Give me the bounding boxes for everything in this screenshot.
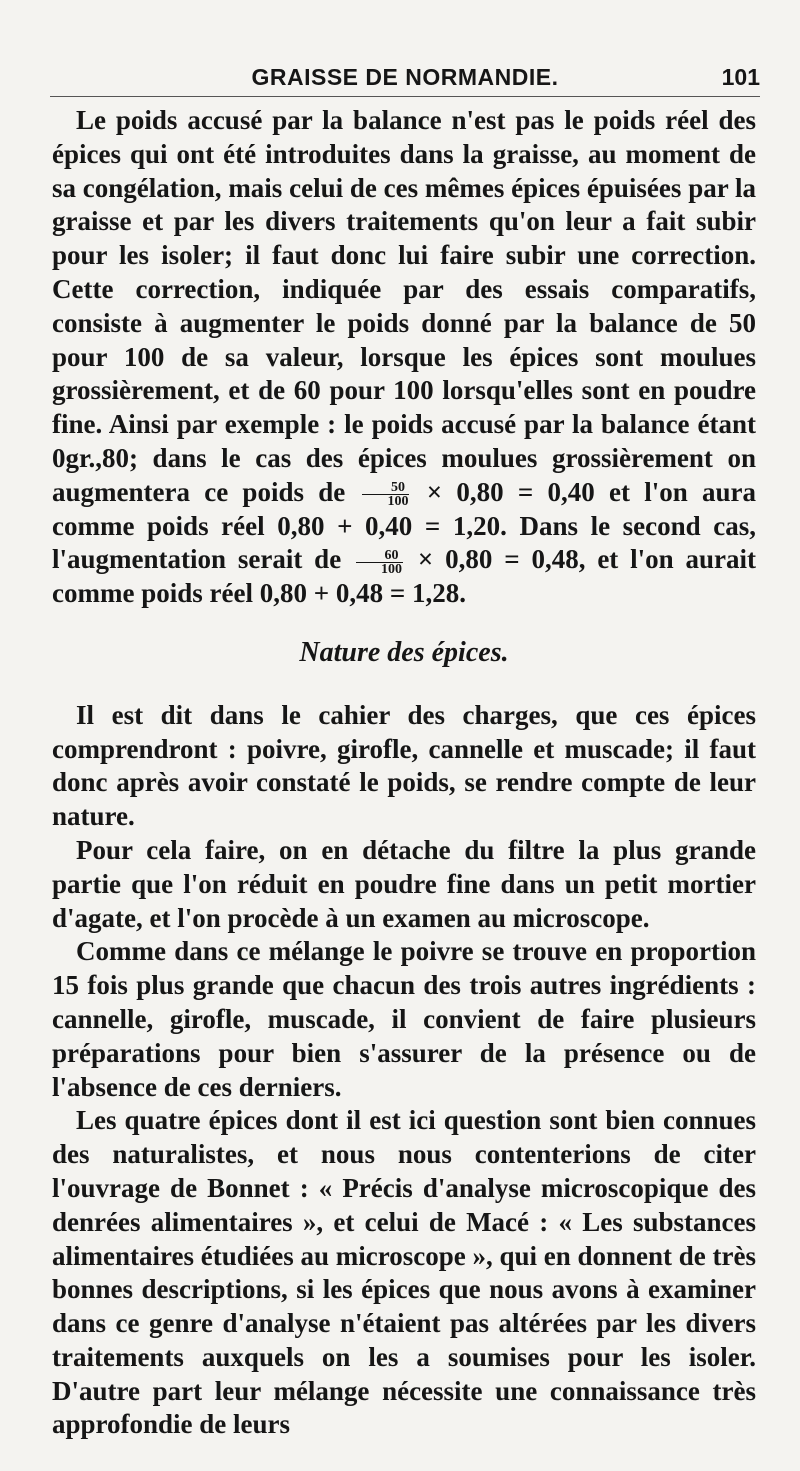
paragraph-text: × 0,80 = 0,40 et l'on aura comme poids réel 0,80 + 0,40 = 1,20. Dans le second cas, l'augmentation serait de	[52, 476, 756, 575]
fraction-fifty-hundred	[362, 481, 409, 508]
fraction-numerator: 50	[362, 481, 409, 495]
fraction-denominator: 100	[387, 494, 409, 510]
paragraph: Comme dans ce mélange le poivre se trouve en proportion 15 fois plus grande que chacun des trois autres ingrédients : cannelle, girofle, muscade, il convient de faire plusieurs préparations pour bien s'assurer de la présence ou de l'absence de ces derniers.	[52, 936, 756, 1102]
paragraph: Il est dit dans le cahier des charges, que ces épices comprendront : poivre, girofle, cannelle et muscade; il faut donc après avoir constaté le poids, se rendre compte de leur nature.	[52, 699, 756, 832]
paragraph: Les quatre épices dont il est ici question sont bien connues des naturalistes, et nous nous contenterions de citer l'ouvrage de Bonnet : « Précis d'analyse microscopique des denrées alimentaires », et celui de Macé : « Les substances alimentaires étudiées au microscope », qui en donnent de très bonnes descriptions, si les épices que nous avons à examiner dans ce genre d'analyse n'étaient pas altérées par les divers traitements auxquels on les a soumises pour les isoler. D'autre part leur mélange nécessite une connaissance très approfondie de leurs	[52, 1105, 756, 1440]
paragraph-text: × 0,80 = 0,48, et l'on aurait comme poids réel 0,80 + 0,48 = 1,28.	[52, 544, 757, 609]
paragraph: Pour cela faire, on en détache du filtre la plus grande partie que l'on réduit en poudre fine dans un petit mortier d'agate, et l'on procède à un examen au microscope.	[52, 834, 756, 933]
page-number: 101	[721, 64, 760, 90]
section-title: Nature des épices.	[299, 636, 509, 668]
fraction-denominator: 100	[381, 561, 403, 577]
page-header	[50, 62, 760, 97]
paragraph-weight-correction	[52, 104, 756, 611]
page-body	[52, 104, 756, 1442]
paragraph-text: Le poids accusé par la balance n'est pas le poids réel des épices qui ont été introduites dans la graisse, au moment de sa congélation, mais celui de ces mêmes épices épuisées par la graisse et par les divers traitements qu'on leur a fait subir pour les isoler; il faut donc lui faire subir une correction. Cette correction, indiquée par des essais comparatifs, consiste à augmenter le poids donné par la balance de 50 pour 100 de sa valeur, lorsque les épices sont moulues grossièrement, et de 60 pour 100 lorsqu'elles sont en poudre fine. Ainsi par exemple : le poids accusé par la balance étant 0gr.,80; dans le cas des épices moulues grossièrement on augmentera ce poids de	[52, 105, 756, 507]
fraction-sixty-hundred	[356, 549, 403, 576]
running-title: GRAISSE DE NORMANDIE.	[251, 64, 559, 90]
fraction-numerator: 60	[356, 549, 403, 563]
